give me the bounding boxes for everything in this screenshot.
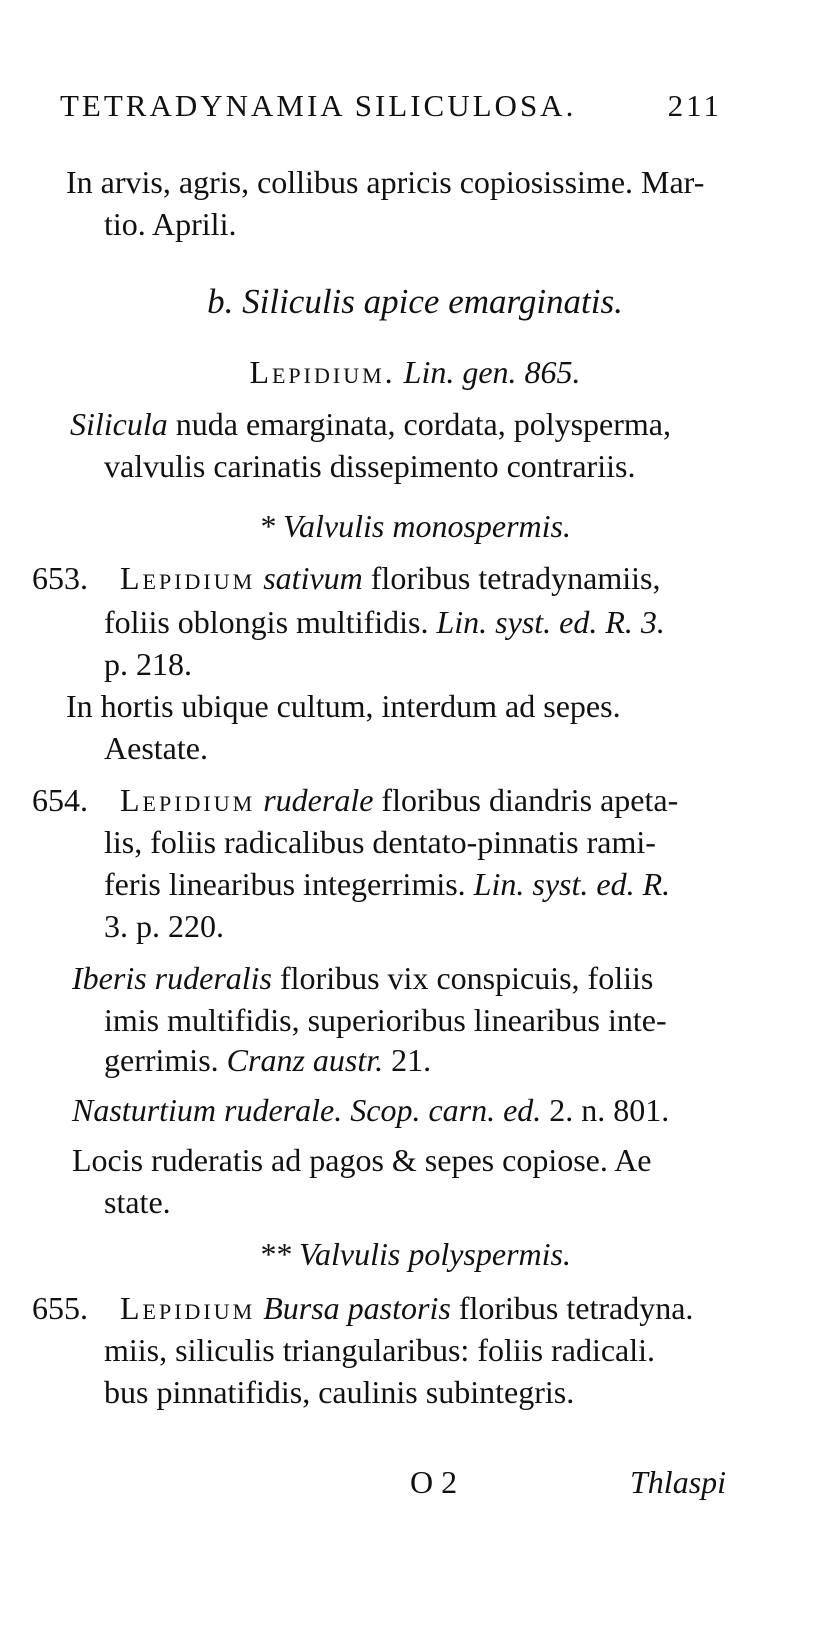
section-subheading: b. Siliculis apice emarginatis. — [207, 282, 623, 321]
species-entry-653: 653. Lepidium sativum floribus tetradynamiis, — [32, 560, 661, 596]
synonym-nasturtium: Nasturtium ruderale. Scop. carn. ed. 2. n. 801. — [72, 1092, 670, 1128]
genus-description: Silicula nuda emarginata, cordata, polysperma, — [70, 406, 671, 442]
text-line: valvulis carinatis dissepimento contrariis. — [104, 448, 636, 484]
genus-reference: Lin. gen. 865. — [403, 354, 581, 390]
text-line: imis multifidis, superioribus linearibus inte- — [104, 1002, 667, 1038]
text-line: tio. Aprili. — [104, 206, 237, 242]
genus-name: Lepidium. — [249, 354, 396, 390]
genus-heading — [0, 352, 830, 392]
signature-mark: O 2 — [410, 1464, 458, 1500]
running-header — [60, 86, 722, 126]
entry-number: 653. — [32, 560, 88, 596]
text-line: lis, foliis radicalibus dentato-pinnatis rami- — [104, 824, 656, 860]
habitat-line: In hortis ubique cultum, interdum ad sepes. — [66, 688, 621, 724]
habitat-line: Locis ruderatis ad pagos & sepes copiose. Ae — [72, 1142, 652, 1178]
text-line: bus pinnatifidis, caulinis subintegris. — [104, 1374, 575, 1410]
species-entry-655: 655. Lepidium Bursa pastoris floribus tetradyna. — [32, 1290, 694, 1326]
text-line: feris linearibus integerrimis. Lin. syst. ed. R. — [104, 866, 671, 902]
text-line: 3. p. 220. — [104, 908, 224, 944]
text-line: foliis oblongis multifidis. Lin. syst. ed. R. 3. — [104, 604, 665, 640]
text-line: p. 218. — [104, 646, 192, 682]
text-line: gerrimis. Cranz austr. 21. — [104, 1042, 432, 1078]
species-entry-654: 654. Lepidium ruderale floribus diandris apeta- — [32, 782, 679, 818]
entry-number: 654. — [32, 782, 88, 818]
text-line: state. — [104, 1184, 171, 1220]
synonym-iberis: Iberis ruderalis floribus vix conspicuis, foliis — [72, 960, 654, 996]
page-number: 211 — [667, 88, 722, 123]
subsection-heading: * Valvulis monospermis. — [259, 508, 571, 544]
text-line: In arvis, agris, collibus apricis copiosissime. Mar- — [66, 164, 705, 200]
header-title: TETRADYNAMIA SILICULOSA. — [60, 88, 577, 123]
catchword: Thlaspi — [630, 1464, 727, 1500]
entry-number: 655. — [32, 1290, 88, 1326]
subsection-heading: ** Valvulis polyspermis. — [259, 1236, 571, 1272]
text-line: Aestate. — [104, 730, 208, 766]
text-line: miis, siliculis triangularibus: foliis radicali. — [104, 1332, 656, 1368]
